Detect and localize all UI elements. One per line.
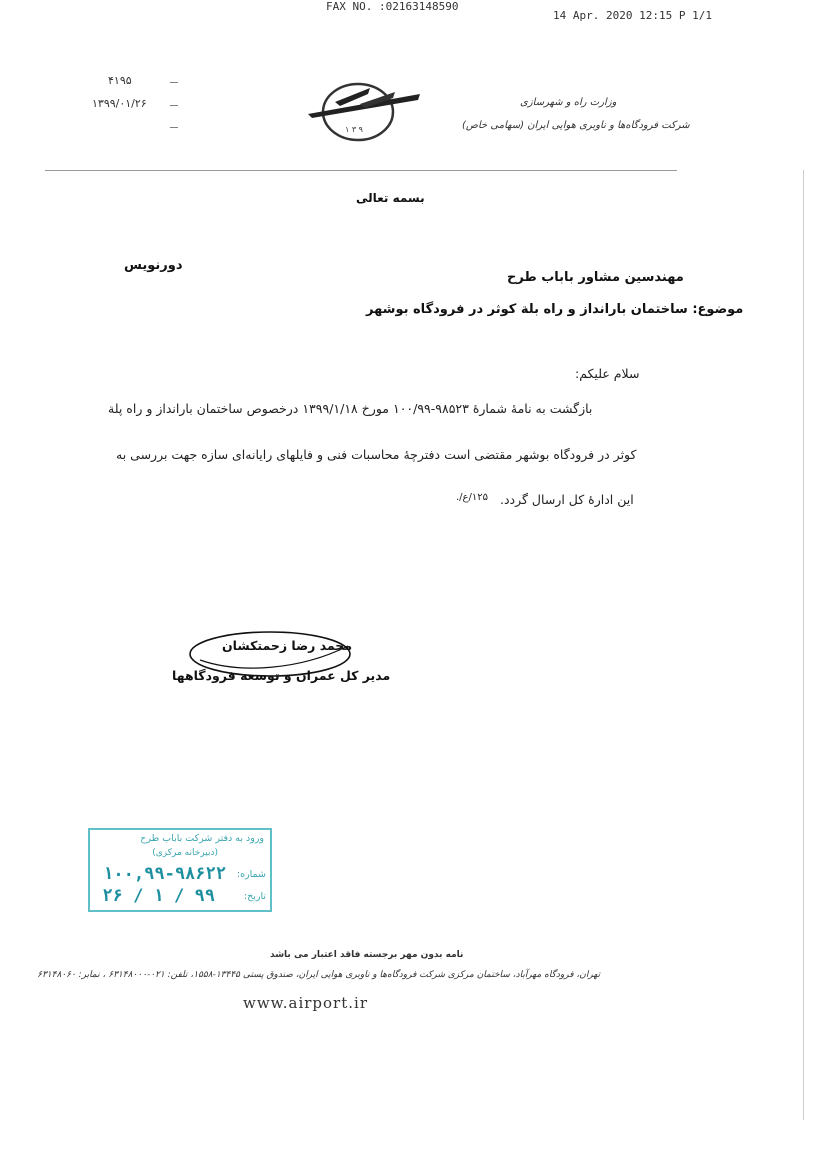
- recipient: مهندسین مشاور باباب طرح: [507, 270, 684, 285]
- stamp-date-value: ۹۹ / ۱ / ۲۶: [102, 886, 215, 906]
- invocation: بسمه تعالی: [356, 191, 425, 205]
- header-divider: [45, 170, 677, 171]
- fax-timestamp: 14 Apr. 2020 12:15 P 1/1: [553, 9, 712, 22]
- stamp-number-label: شماره:: [236, 869, 266, 880]
- footer-address: تهران، فرودگاه مهرآباد، ساختمان مرکزی شرکت فرودگاه‌ها و ناوبری هوایی ایران، صندوق پستی ۱۳۴۴۵-۱۵۵۸، تلفن: ۰۲۱-۶۳۱۴۸۰۰۰ ، نمابر: ۶۳۱۴۸۰۶۰: [37, 970, 600, 980]
- stamp-date-label: تاریخ:: [243, 891, 266, 902]
- signatory-name: محمد رضا زحمتکشان: [222, 638, 353, 653]
- letter-number: ۴۱۹۵: [108, 74, 132, 87]
- subject: موضوع: ساختمان بارانداز و راه بلة کوثر در فرودگاه بوشهر: [366, 302, 744, 317]
- body-line-3: این ادارهٔ کل ارسال گردد.: [500, 492, 634, 507]
- fax-number: FAX NO. :02163148590: [326, 0, 459, 13]
- body-line-2: کوثر در فرودگاه بوشهر مقتضی است دفترچهٔ محاسبات فنی و فایلهای رایانه‌ای سازه جهت بررسی به: [116, 447, 637, 462]
- company-name: شرکت فرودگاه‌ها و ناوبری هوایی ایران (سهامی خاص): [462, 120, 690, 131]
- letter-date: ۱۳۹۹/۰۱/۲۶: [92, 97, 147, 110]
- footer-website: www.airport.ir: [243, 994, 368, 1012]
- signatory-title: مدیر کل عمران و توسعه فرودگاهها: [172, 668, 391, 683]
- airport-company-logo: [300, 74, 425, 144]
- stamp-number-value: ۱۰۰,۹۹-۹۸۶۲۲: [103, 864, 226, 884]
- footer-note: نامه بدون مهر برجسته فاقد اعتبار می باشد: [270, 950, 464, 960]
- svg-text:۱ ۳ ۹: ۱ ۳ ۹: [345, 125, 363, 134]
- number-label: ـــ: [170, 76, 178, 86]
- attachment-label: ـــ: [170, 121, 178, 131]
- ministry-name: وزارت راه و شهرسازی: [520, 97, 617, 108]
- greeting: سلام علیکم:: [575, 366, 640, 381]
- body-line-1: بازگشت به نامهٔ شمارهٔ ۹۸۵۲۳-۱۰۰/۹۹ مورخ ۱۳۹۹/۱/۱۸ درخصوص ساختمان بارانداز و راه پلة: [108, 401, 593, 416]
- document-type: دورنویس: [124, 258, 183, 273]
- body-line-3-code: ۱۲۵/ع/.: [456, 492, 489, 503]
- stamp-subtitle: (دبیرخانه مرکزی): [152, 848, 218, 858]
- received-stamp: [88, 828, 272, 912]
- date-label: ـــ: [170, 99, 178, 109]
- page-edge-line: [803, 170, 804, 1120]
- stamp-title: ورود به دفتر شرکت باباب طرح: [140, 833, 264, 844]
